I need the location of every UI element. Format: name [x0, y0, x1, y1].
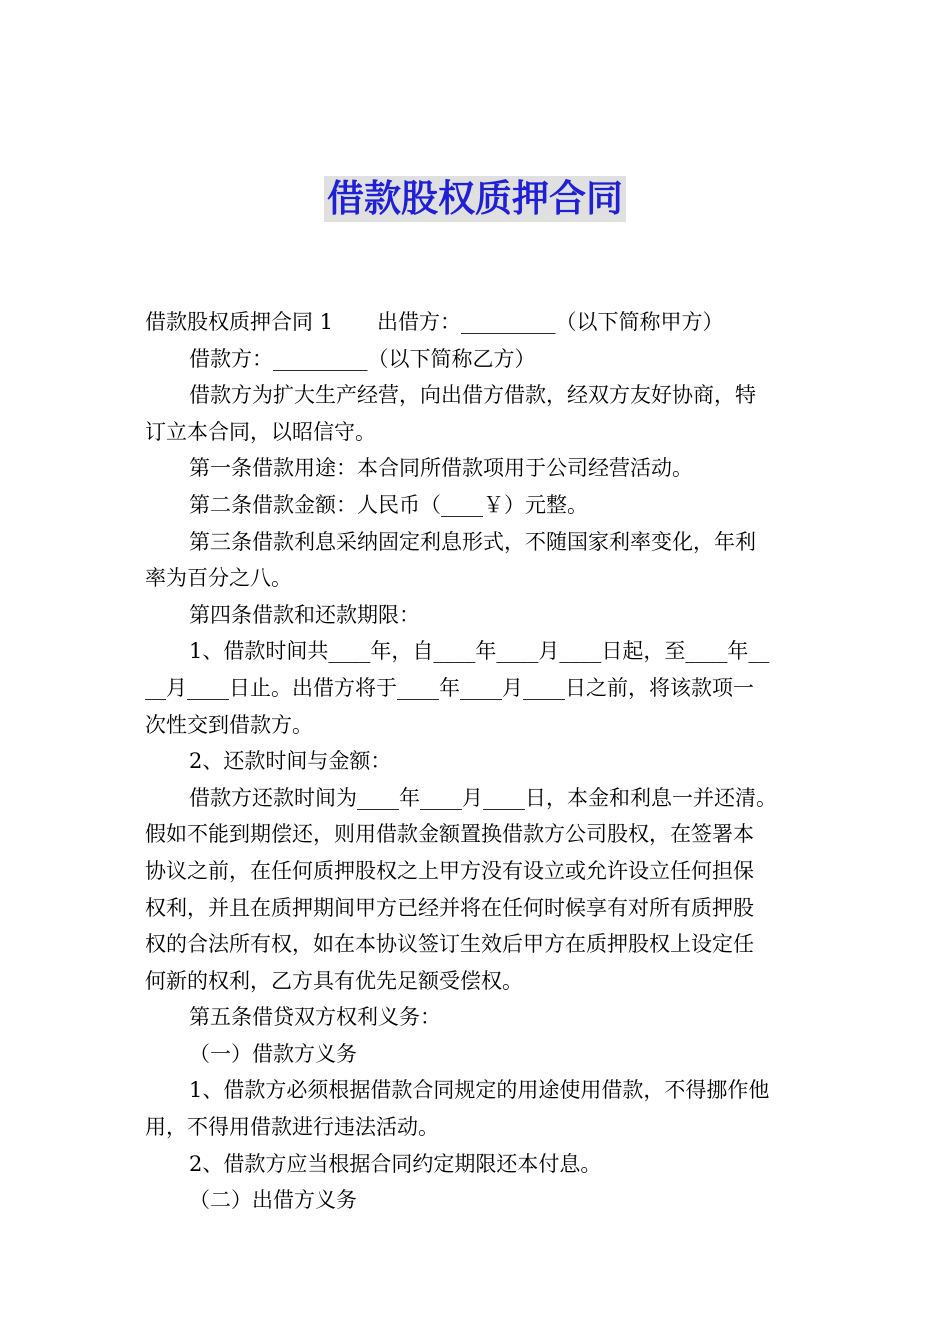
text-line: 假如不能到期偿还，则用借款金额置换借款方公司股权，在签署本 [145, 822, 754, 847]
text-line: 订立本合同，以昭信守。 [145, 419, 376, 444]
text-line: 第二条借款金额：人民币（____￥）元整。 [189, 492, 588, 517]
text-line: （一）借款方义务 [189, 1041, 357, 1066]
text-line: 协议之前，在任何质押股权之上甲方没有设立或允许设立任何担保 [145, 858, 754, 883]
text-line: 借款方为扩大生产经营，向出借方借款，经双方友好协商，特 [189, 383, 756, 408]
text-line: （二）出借方义务 [189, 1188, 357, 1213]
contract-number-label: 借款股权质押合同 1 [145, 310, 334, 334]
paragraph-lines [145, 341, 810, 1219]
header-line [145, 304, 810, 341]
text-line: 权利，并且在质押期间甲方已经并将在任何时候享有对所有质押股 [145, 895, 754, 920]
text-line: 第三条借款利息采纳固定利息形式，不随国家利率变化，年利 [189, 529, 756, 554]
text-line: __月____日止。出借方将于____年____月____日之前，将该款项一 [145, 675, 754, 700]
text-line: 第五条借贷双方权利义务： [189, 1005, 441, 1030]
lender-line: 出借方：_________（以下简称甲方） [377, 310, 724, 334]
text-line: 1、借款时间共____年，自____年____月____日起，至____年__ [189, 639, 770, 664]
text-line: 借款方：_________（以下简称乙方） [189, 346, 536, 371]
text-line: 权的合法所有权，如在本协议签订生效后甲方在质押股权上设定任 [145, 932, 754, 957]
text-line: 第一条借款用途：本合同所借款项用于公司经营活动。 [189, 456, 693, 481]
text-line: 次性交到借款方。 [145, 712, 313, 737]
text-line: 1、借款方必须根据借款合同规定的用途使用借款，不得挪作他 [189, 1078, 770, 1103]
text-line: 2、借款方应当根据合同约定期限还本付息。 [189, 1151, 602, 1176]
document-title: 借款股权质押合同 [324, 176, 626, 222]
text-line: 用，不得用借款进行违法活动。 [145, 1115, 439, 1140]
text-line: 率为百分之八。 [145, 566, 292, 591]
text-line: 何新的权利，乙方具有优先足额受偿权。 [145, 968, 523, 993]
title-container [0, 176, 950, 222]
text-line: 第四条借款和还款期限： [189, 602, 420, 627]
text-line: 2、还款时间与金额： [189, 749, 392, 774]
document-body [145, 304, 810, 1219]
text-line: 借款方还款时间为____年____月____日，本金和利息一并还清。 [189, 785, 777, 810]
